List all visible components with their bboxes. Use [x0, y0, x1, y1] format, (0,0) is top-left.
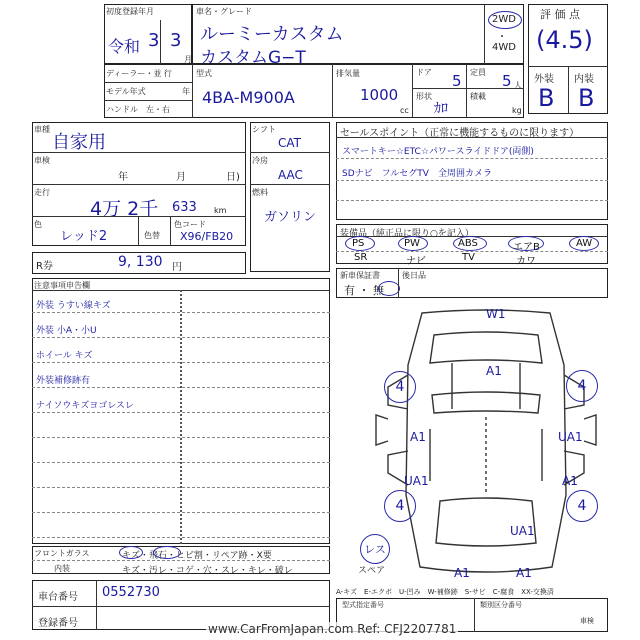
equip-pw-circle [398, 236, 428, 251]
sales-line-2: SDナビ フルセグTV 全周囲カメラ [342, 169, 492, 179]
equip-abs: ABS [458, 238, 478, 249]
equip-airbag-circle [508, 236, 544, 251]
shape: ｶﾛ [434, 101, 448, 117]
equipment-label: 装備品（純正品に限り○を記入） [340, 229, 474, 239]
watermark: www.CarFromJapan.com Ref: CFJ2207781 [208, 622, 457, 636]
mark-ua1-right-door: UA1 [558, 430, 583, 444]
car-name: ルーミーカスタム [200, 24, 344, 45]
color: レッド2 [60, 229, 108, 244]
sales-label: セールスポイント（正常に機能するものに限ります） [340, 128, 580, 139]
note-3: ホイール キズ [36, 351, 93, 361]
drive-sep: ・ [497, 32, 507, 43]
mileage-digits: 633 [172, 200, 197, 215]
load-label: 積載 [470, 92, 486, 101]
equip-aw-circle [569, 236, 599, 251]
mark-ua1-rear: UA1 [510, 524, 535, 538]
equip-pw: PW [404, 238, 420, 249]
color-code: X96/FB20 [180, 230, 234, 243]
inspection-d: 日) [226, 172, 240, 183]
footer-label-1: 型式指定番号 [342, 601, 384, 609]
vehicle-type-label: 車種 [34, 125, 50, 134]
notes-label: 注意事項申告欄 [34, 281, 90, 290]
shift-label: シフト [252, 125, 276, 134]
color-code-label: 色コード [174, 220, 206, 229]
car-grade: カスタムG−T [200, 48, 306, 68]
capacity: 5 [502, 72, 512, 90]
windshield-options: キズ・飛石・ヒビ割・リペア跡・X要 [122, 551, 272, 561]
cc-unit: cc [400, 106, 409, 115]
door-label: ドア [416, 68, 432, 77]
equip-leather: カワ [516, 256, 536, 267]
drive-4wd: 4WD [492, 42, 516, 53]
load-unit: kg [512, 106, 522, 115]
recycle-label: R券 [36, 261, 53, 272]
mark-ua1-left-rear: UA1 [404, 474, 429, 488]
sales-line-1: スマートキー☆ETC☆パワースライドドア(両側) [342, 147, 534, 157]
mileage-unit: km [214, 206, 227, 215]
warranty-nashi-circle [378, 281, 400, 296]
note-1: 外装 うすい線キズ [36, 301, 111, 311]
inspection-label: 車検 [34, 156, 50, 165]
equip-airbag: エアB [513, 242, 540, 253]
fuel-label: 燃料 [252, 188, 268, 197]
spare-mark: レス [360, 534, 390, 564]
displacement: 1000 [360, 86, 399, 104]
interior-grade: B [578, 84, 595, 112]
warranty-label: 新車保証書 [340, 271, 380, 280]
interior-label: 内装 [54, 564, 70, 573]
mark-a1-bumper-right: A1 [516, 566, 532, 580]
type-label: 型式 [196, 69, 212, 78]
equip-ps-circle [345, 236, 375, 251]
recycle: 9, 130 [118, 254, 163, 270]
mark-w1: W1 [486, 307, 506, 321]
exterior-grade: B [538, 84, 555, 112]
mark-a1-bumper-left: A1 [454, 566, 470, 580]
mark-a1-hood: A1 [486, 364, 502, 378]
footer-label-2: 類別区分番号 [480, 601, 522, 609]
capacity-unit: 人 [514, 81, 522, 90]
car-diagram [370, 305, 602, 585]
inspection-y: 年 [118, 172, 128, 183]
chassis: 0552730 [102, 585, 160, 600]
month: 3 [170, 30, 182, 51]
interior-options: キズ・汚レ・コゲ・穴・スレ・キレ・破レ [122, 566, 293, 576]
notes-rule [32, 437, 330, 438]
notes-rule [32, 537, 330, 538]
era: 令和 [108, 37, 141, 56]
equip-sr: SR [354, 252, 368, 263]
shift: CAT [278, 136, 301, 150]
chassis-label: 車台番号 [38, 592, 78, 603]
mark-4-front-right: 4 [566, 370, 598, 402]
fuel: ガソリン [264, 210, 317, 225]
mark-4-front-left: 4 [384, 371, 416, 403]
equip-aw: AW [576, 238, 593, 249]
dealer-label: ディーラー・並 行 [106, 69, 172, 78]
first-reg-label: 初度登録年月 [106, 7, 154, 16]
legend: A-キズ E-エクボ U-凹み W-補修跡 S-サビ C-腐食 XX-交換済 [336, 588, 554, 596]
notes-rule [32, 412, 330, 413]
rating: (4.5) [536, 26, 593, 54]
drive-2wd: 2WD [492, 14, 516, 25]
notes-rule [32, 387, 330, 388]
windshield-tobiishi-circle [153, 546, 181, 559]
registration-label: 登録番号 [38, 618, 78, 629]
color-label: 色 [34, 220, 42, 229]
mark-a1-right-rear: A1 [562, 474, 578, 488]
year: 3 [148, 30, 160, 51]
note-5: ナイソウキズヨゴレスレ [36, 401, 134, 411]
notes-rule [32, 312, 330, 313]
model-year-unit: 年 [182, 87, 190, 96]
displacement-label: 排気量 [336, 69, 360, 78]
warranty: 有 ・ 無 [344, 284, 384, 297]
capacity-label: 定員 [470, 68, 486, 77]
handle-label: ハンドル 左・右 [106, 105, 170, 114]
notes-rule [32, 362, 330, 363]
equip-tv: TV [462, 252, 475, 263]
shape-label: 形状 [416, 92, 432, 101]
mark-a1-left-door: A1 [410, 430, 426, 444]
color-change-label: 色替 [144, 231, 160, 240]
windshield-label: フロントガラス [34, 549, 90, 558]
note-2: 外装 小A・小U [36, 326, 97, 336]
model-year-label: モデル年式 [106, 87, 146, 96]
type: 4BA-M900A [202, 88, 295, 107]
month-unit: 月 [184, 55, 192, 64]
notes-rule [32, 487, 330, 488]
equip-navi: ナビ [406, 256, 426, 267]
doors: 5 [452, 72, 462, 90]
exterior-label: 外装 [534, 74, 554, 85]
rating-label: 評 価 点 [540, 8, 580, 21]
ac: AAC [278, 168, 303, 182]
mark-4-rear-left: 4 [384, 490, 416, 522]
ac-label: 冷房 [252, 156, 268, 165]
mileage-label: 走行 [34, 188, 50, 197]
notes-rule [32, 337, 330, 338]
windshield-kizu-circle [119, 546, 143, 559]
note-4: 外装補修跡有 [36, 376, 91, 386]
yen: 円 [172, 262, 182, 273]
interior-label: 内装 [574, 74, 594, 85]
equip-abs-circle [453, 236, 487, 251]
notes-rule [32, 462, 330, 463]
later-label: 後日品 [402, 271, 426, 280]
car-name-label: 車名・グレード [196, 7, 252, 16]
mileage-handwritten: 4万 2千 [90, 198, 159, 220]
mark-4-rear-right: 4 [566, 490, 598, 522]
vehicle-type: 自家用 [52, 132, 106, 153]
inspection-m: 月 [176, 172, 186, 183]
equip-ps: PS [352, 238, 365, 249]
footer-label-3: 車検 [580, 617, 594, 625]
notes-rule [32, 512, 330, 513]
spare-label: スペア [358, 566, 386, 576]
